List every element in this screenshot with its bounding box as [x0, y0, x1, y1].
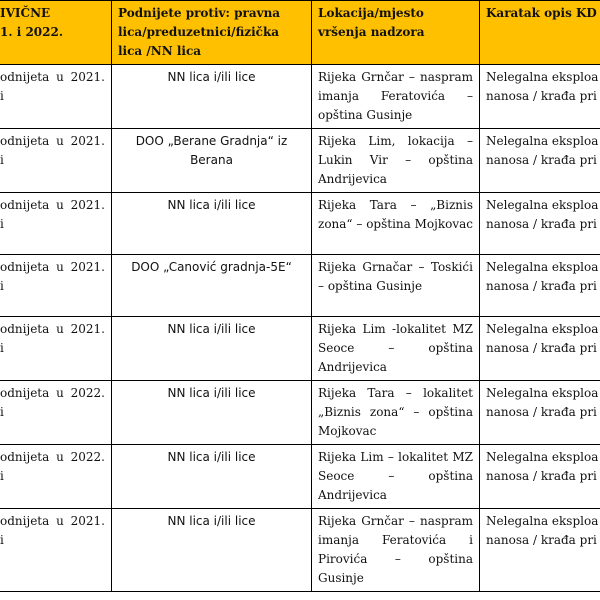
table-header-row [0, 1, 600, 65]
cell-against: NN lica i/ili lice [112, 509, 312, 592]
cell-against: NN lica i/ili lice [112, 317, 312, 381]
table-row [0, 317, 600, 381]
cell-description: Nelegalna eksploa nanosa / krađa pri [480, 255, 600, 317]
cell-location: Rijeka Grnačar – Toskići – opština Gusinje [312, 255, 480, 317]
cell-status: odnijeta u 2021. i [0, 129, 112, 193]
header-status: IVIČNE 1. i 2022. [0, 1, 112, 65]
cell-description: Nelegalna eksploa nanosa / krađa pri [480, 381, 600, 445]
cell-status: odnijeta u 2021. i [0, 317, 112, 381]
table-row [0, 193, 600, 255]
cell-against: NN lica i/ili lice [112, 193, 312, 255]
cell-location: Rijeka Lim – lokalitet MZ Seoce – opština Andrijevica [312, 445, 480, 509]
cell-location: Rijeka Lim, lokacija – Lukin Vir – opština Andrijevica [312, 129, 480, 193]
header-against: Podnijete protiv: pravna lica/preduzetnici/fizička lica /NN lica [112, 1, 312, 65]
cell-against: NN lica i/ili lice [112, 381, 312, 445]
table-row [0, 65, 600, 129]
cell-status: odnijeta u 2021. i [0, 193, 112, 255]
cell-status: odnijeta u 2021. i [0, 255, 112, 317]
cell-description: Nelegalna eksploa nanosa / krađa pri [480, 129, 600, 193]
cell-against: NN lica i/ili lice [112, 65, 312, 129]
table-row [0, 129, 600, 193]
cell-status: odnijeta u 2021. i [0, 509, 112, 592]
cell-location: Rijeka Tara – lokalitet „Biznis zona“ – opština Mojkovac [312, 381, 480, 445]
cell-location: Rijeka Tara – „Biznis zona“ – opština Mojkovac [312, 193, 480, 255]
cell-description: Nelegalna eksploa nanosa / krađa pri [480, 445, 600, 509]
table-row [0, 509, 600, 592]
cell-description: Nelegalna eksploa nanosa / krađa pri [480, 193, 600, 255]
table-row [0, 445, 600, 509]
table-row [0, 255, 600, 317]
cell-location: Rijeka Grnčar – naspram imanja Feratovića i Pirovića – opština Gusinje [312, 509, 480, 592]
header-location: Lokacija/mjesto vršenja nadzora [312, 1, 480, 65]
cell-location: Rijeka Lim -lokalitet MZ Seoce – opština Andrijevica [312, 317, 480, 381]
cell-status: odnijeta u 2021. i [0, 65, 112, 129]
cell-against: DOO „Berane Gradnja“ iz Berana [112, 129, 312, 193]
cell-against: NN lica i/ili lice [112, 445, 312, 509]
cell-status: odnijeta u 2022. i [0, 445, 112, 509]
cell-description: Nelegalna eksploa nanosa / krađa pri [480, 509, 600, 592]
header-description: Karatak opis KD [480, 1, 600, 65]
cell-location: Rijeka Grnčar – naspram imanja Feratovića – opština Gusinje [312, 65, 480, 129]
cell-description: Nelegalna eksploa nanosa / krađa pri [480, 317, 600, 381]
cell-status: odnijeta u 2022. i [0, 381, 112, 445]
cell-against: DOO „Canović gradnja-5E“ [112, 255, 312, 317]
cell-description: Nelegalna eksploa nanosa / krađa pri [480, 65, 600, 129]
table-row [0, 381, 600, 445]
